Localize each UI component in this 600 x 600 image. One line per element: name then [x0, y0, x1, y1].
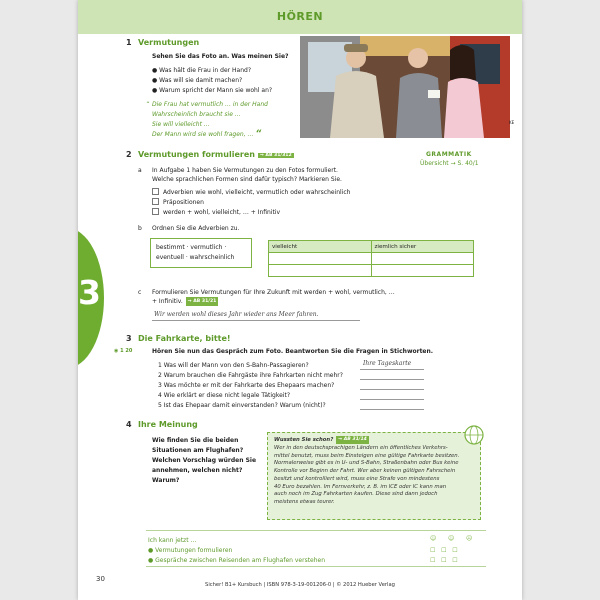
divider — [146, 530, 486, 531]
question-item: 3 Was möchte er mit der Fahrkarte des Ehepaars machen? — [158, 382, 335, 389]
section-4-text: Situationen am Flughafen? — [152, 447, 244, 454]
task-c-text: + Infinitiv. → AB 31/21 — [152, 298, 217, 305]
section-3-number: 3 — [126, 334, 132, 343]
chapter-number: 3 — [78, 273, 101, 312]
section-1-title: Vermutungen — [138, 38, 200, 47]
checkbox-option[interactable]: Präpositionen — [152, 198, 204, 207]
task-a-text: In Aufgabe 1 haben Sie Vermutungen zu den Fotos formuliert. — [152, 167, 338, 174]
task-c-letter: c — [138, 289, 142, 296]
section-2-title: Vermutungen formulieren → AB 31/312 — [138, 150, 292, 159]
can-do-item: ● Gespräche zwischen Reisenden am Flughafen verstehen — [148, 557, 326, 564]
quote-line: Die Frau hat vermutlich … in der Hand — [152, 101, 268, 108]
divider — [146, 566, 486, 567]
workbook-tag: → AB 31/312 — [259, 153, 292, 158]
audio-track[interactable]: ◉ 1 20 — [114, 348, 133, 354]
section-2-number: 2 — [126, 150, 132, 159]
page-title: HÖREN — [276, 10, 324, 23]
rating-boxes[interactable]: ☐ ☐ ☐ — [430, 547, 458, 554]
table-cell[interactable] — [269, 265, 372, 277]
task-b-text: Ordnen Sie die Adverbien zu. — [152, 225, 240, 232]
section-4-text: annehmen, welchen nicht? — [152, 467, 243, 474]
section-4-text: Warum? — [152, 477, 180, 484]
smiley-neutral-icon: ☺ — [448, 535, 455, 542]
answer-line[interactable] — [360, 389, 424, 390]
section-1-intro: Sehen Sie das Foto an. Was meinen Sie? — [152, 53, 289, 60]
checkbox-icon — [152, 208, 159, 215]
globe-icon — [462, 424, 486, 446]
table-cell[interactable] — [371, 265, 474, 277]
info-line: auch noch im Zug Fahrkarten kaufen. Diese sind dann jedoch — [274, 491, 438, 498]
answer-line[interactable] — [360, 399, 424, 400]
smiley-sad-icon: ☹ — [466, 535, 473, 542]
info-line: Kontrolle vor Beginn der Fahrt. Wer aber keinen gültigen Fahrschein — [274, 468, 456, 475]
textbook-page — [78, 0, 522, 600]
quote-line: Sie will vielleicht … — [152, 121, 210, 128]
table-cell[interactable] — [371, 253, 474, 265]
task-b-letter: b — [138, 225, 142, 232]
photo-train-scene — [300, 36, 510, 138]
section-3-title: Die Fahrkarte, bitte! — [138, 334, 231, 343]
task-c-text: Formulieren Sie Vermutungen für Ihre Zukunft mit werden + wohl, vermutlich, … — [152, 289, 395, 296]
info-line: Normalerweise gibt es in U- und S-Bahn, Straßenbahn oder Bus keine — [274, 460, 459, 467]
checkbox-icon — [152, 198, 159, 205]
table-cell[interactable] — [269, 253, 372, 265]
quote-line: Der Mann wird sie wohl fragen, … “ — [152, 129, 262, 139]
quote-line: Wahrscheinlich braucht sie … — [152, 111, 241, 118]
handwritten-answer: Ihre Tageskarte — [363, 360, 412, 367]
question-item: 1 Was will der Mann von den S-Bahn-Passagieren? — [158, 362, 309, 369]
section-4-text: Welchen Vorschlag würden Sie — [152, 457, 257, 464]
section-1-number: 1 — [126, 38, 132, 47]
checkbox-option[interactable]: werden + wohl, vielleicht, … + Infinitiv — [152, 208, 280, 217]
answer-line[interactable] — [360, 379, 424, 380]
audio-icon: ◉ — [114, 348, 119, 354]
quote-mark: “ — [146, 101, 150, 108]
table-header: vielleicht — [269, 241, 372, 253]
handwritten-answer: Wir werden wohl dieses Jahr wieder ans Meer fahren. — [154, 311, 319, 318]
question-item: 5 Ist das Ehepaar damit einverstanden? Warum (nicht)? — [158, 402, 326, 409]
workbook-tag: → AB 31/21 — [186, 297, 219, 306]
answer-line[interactable] — [360, 369, 424, 370]
section-3-intro: Hören Sie nun das Gespräch zum Foto. Beantworten Sie die Fragen in Stichworten. — [152, 348, 434, 355]
smiley-happy-icon: ☺ — [430, 535, 437, 542]
page-number: 30 — [96, 575, 105, 583]
section-1-bullet: ● Warum spricht der Mann sie wohl an? — [152, 87, 273, 94]
info-line: 40 Euro bezahlen. Im Fernverkehr, z. B. im ICE oder IC kann man — [274, 483, 447, 490]
info-line: Wer in den deutschsprachigen Ländern ein öffentliches Verkehrs- — [274, 445, 448, 451]
adverb-list: bestimmt · vermutlich · — [156, 244, 227, 251]
info-title: Wussten Sie schon? → AB 31/14 — [274, 437, 367, 443]
checkbox-icon — [152, 188, 159, 195]
photo-illustration — [300, 36, 510, 138]
workbook-tag: → AB 31/14 — [338, 437, 367, 442]
can-do-title: Ich kann jetzt … — [148, 537, 197, 544]
footer-credit: Sicher! B1+ Kursbuch | ISBN 978-3-19-001206-0 | © 2012 Hueber Verlag — [205, 582, 395, 588]
answer-line[interactable] — [360, 409, 424, 410]
info-line: mittel benutzt, muss beim Einsteigen eine gültige Fahrkarte besitzen. — [274, 452, 460, 459]
adverb-table — [268, 240, 474, 277]
info-line: besitzt und kontrolliert wird, muss eine Strafe von mindestens — [274, 475, 440, 482]
task-a-text: Welche sprachlichen Formen sind dafür typisch? Markieren Sie. — [152, 176, 342, 183]
grammar-label: GRAMMATIK — [426, 151, 472, 158]
info-box — [267, 432, 481, 520]
question-item: 2 Warum brauchen die Fahrgäste ihre Fahrkarten nicht mehr? — [158, 372, 343, 379]
table-header: ziemlich sicher — [371, 241, 474, 253]
checkbox-option[interactable]: Adverbien wie wohl, vielleicht, vermutlich oder wahrscheinlich — [152, 188, 350, 197]
header-bar — [78, 0, 522, 34]
section-4-text: Wie finden Sie die beiden — [152, 437, 239, 444]
grammar-reference: Übersicht → S. 40/1 — [420, 160, 479, 167]
info-line: meistens etwas teurer. — [274, 498, 335, 505]
question-item: 4 Wie erklärt er diese nicht legale Tätigkeit? — [158, 392, 291, 399]
rating-boxes[interactable]: ☐ ☐ ☐ — [430, 557, 458, 564]
section-1-bullet: ● Was hält die Frau in der Hand? — [152, 67, 251, 74]
section-4-title: Ihre Meinung — [138, 420, 198, 429]
can-do-item: ● Vermutungen formulieren — [148, 547, 233, 554]
task-a-letter: a — [138, 167, 142, 174]
section-1-bullet: ● Was will sie damit machen? — [152, 77, 243, 84]
side-mark: KE — [509, 120, 515, 125]
chapter-marker — [78, 228, 104, 368]
section-4-number: 4 — [126, 420, 132, 429]
adverb-list: eventuell · wahrscheinlich — [156, 254, 235, 261]
answer-line[interactable] — [152, 320, 360, 321]
